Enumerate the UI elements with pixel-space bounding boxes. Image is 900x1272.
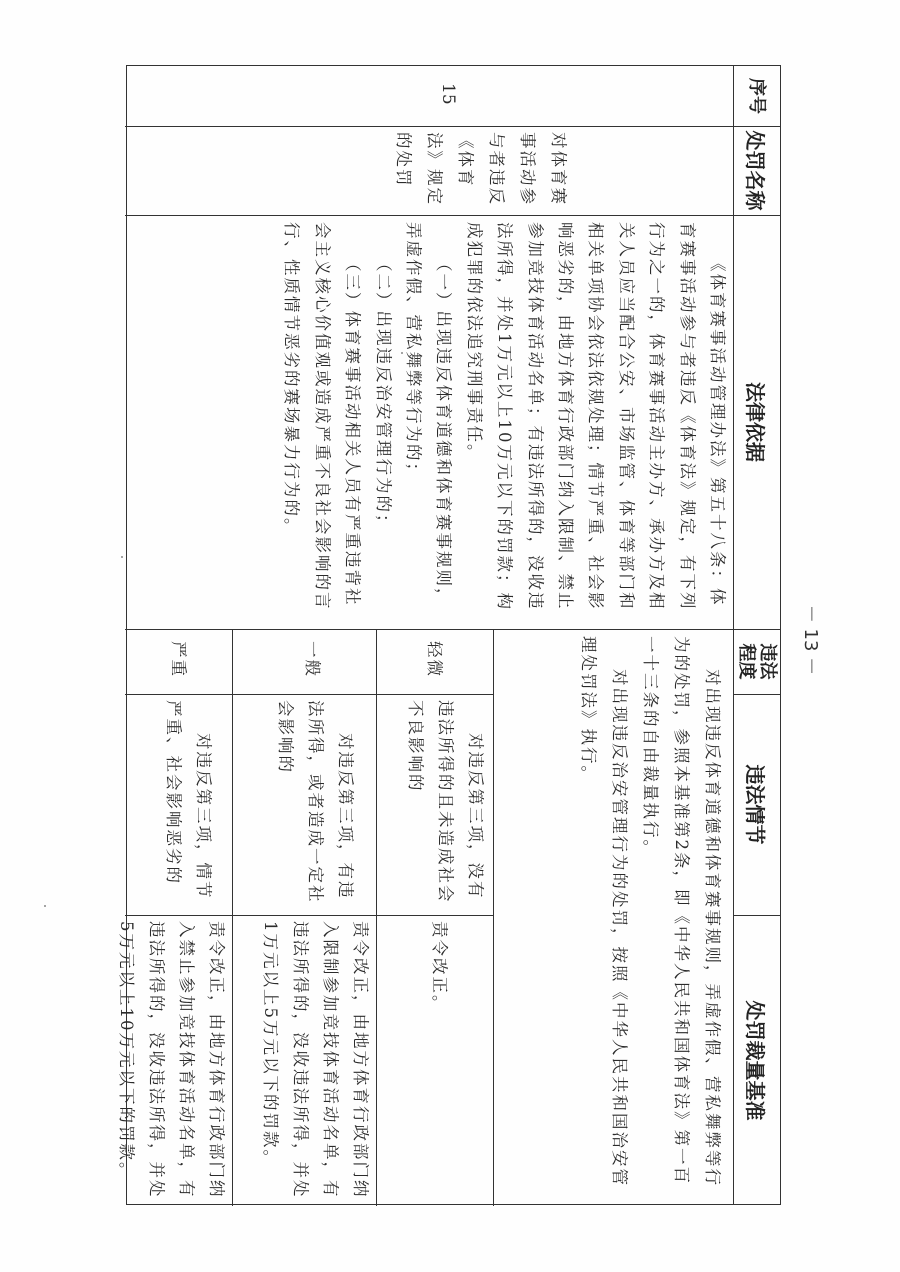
header-name: 处罚名称 xyxy=(743,130,768,211)
degree-minor: 轻微 xyxy=(425,641,444,678)
header-seq: 序号 xyxy=(746,78,768,114)
row-divider xyxy=(493,629,494,1206)
column-divider xyxy=(734,694,780,695)
header-standard: 处罚裁量基准 xyxy=(743,1000,768,1121)
column-divider xyxy=(125,215,780,216)
column-divider xyxy=(125,915,494,916)
header-degree: 违法程度 xyxy=(736,643,778,680)
legal-basis xyxy=(276,222,732,622)
circumstance-general: 对违反第三项，有违法所得，或者造成一定社会影响的 xyxy=(276,700,355,904)
standard-general: 责令改正，由地方体育行政部门纳入限制参加竞技体育活动名单，有违法所得的，没收违法所得，并处1万元以上5万元以下的罚款。 xyxy=(261,921,370,1199)
header-basis: 法律依据 xyxy=(743,382,768,462)
scan-speck xyxy=(44,905,46,907)
circumstance-severe: 对违反第三项，情节严重、社会影响恶劣的 xyxy=(164,700,213,900)
row-seq: 15 xyxy=(438,83,458,105)
degree-severe: 严重 xyxy=(169,641,188,678)
page-number xyxy=(792,605,832,675)
penalty-table xyxy=(117,65,781,1205)
standard-severe: 责令改正，由地方体育行政部门纳入禁止参加竞技体育活动名单，有违法所得的，没收违法所得，并处5万元以上10万元以下的罚款。 xyxy=(117,921,226,1199)
note-2: 对出现违反治安管理行为的处罚，按照《中华人民共和国治安管理处罚法》执行。 xyxy=(579,636,629,1187)
merged-note xyxy=(573,636,728,1202)
page-number-text: － 13 － xyxy=(800,604,822,676)
scan-speck xyxy=(121,556,123,558)
degree-general: 一般 xyxy=(303,641,322,678)
header-circumstance: 违法情节 xyxy=(743,764,768,845)
basis-item-3: （三）体育赛事活动相关人员有严重违背社会主义核心价值观或造成严重不良社会影响的言行、性质情节恶劣的赛场暴力行为的。 xyxy=(282,222,363,611)
column-divider xyxy=(125,694,494,695)
column-divider xyxy=(734,915,780,916)
column-divider xyxy=(125,629,780,630)
basis-item-2: （二）出现违反治安管理行为的； xyxy=(373,255,393,533)
row-divider xyxy=(376,629,377,1206)
row-divider xyxy=(232,629,233,1206)
standard-minor: 责令改正。 xyxy=(430,921,449,1014)
table-header xyxy=(733,66,780,1204)
basis-main: 《体育赛事活动管理办法》第五十八条：体育赛事活动参与者违反《体育法》规定，有下列行为之一的，体育赛事活动主办方、承办方及相关人员应当配合公安、市场监管、体育等部门和相关单项协会依法依规处理；情节严重、社会影响恶劣的，由地方体育行政部门纳入限制、禁止参加竞技体育活动名单；有违法所得的，没收违法所得，并处1万元以上10万元以下的罚款；构成犯罪的依法追究刑事责任。 xyxy=(464,222,727,611)
column-divider xyxy=(125,126,780,127)
circumstance-minor: 对违反第三项，没有违法所得的且未造成社会不良影响的 xyxy=(406,700,485,904)
note-1: 对出现违反体育道德和体育赛事规则，弄虚作假、营私舞弊等行为的处罚，参照本基准第2条，即《中华人民共和国体育法》第一百一十三条的自由裁量执行。 xyxy=(641,636,722,1187)
basis-item-1: （一）出现违反体育道德和体育赛事规则，弄虚作假、营私舞弊等行为的； xyxy=(403,222,454,607)
rotated-table-wrapper xyxy=(117,65,781,1205)
penalty-name: 对体育赛事活动参与者违反《体育法》规定的处罚 xyxy=(394,132,568,206)
